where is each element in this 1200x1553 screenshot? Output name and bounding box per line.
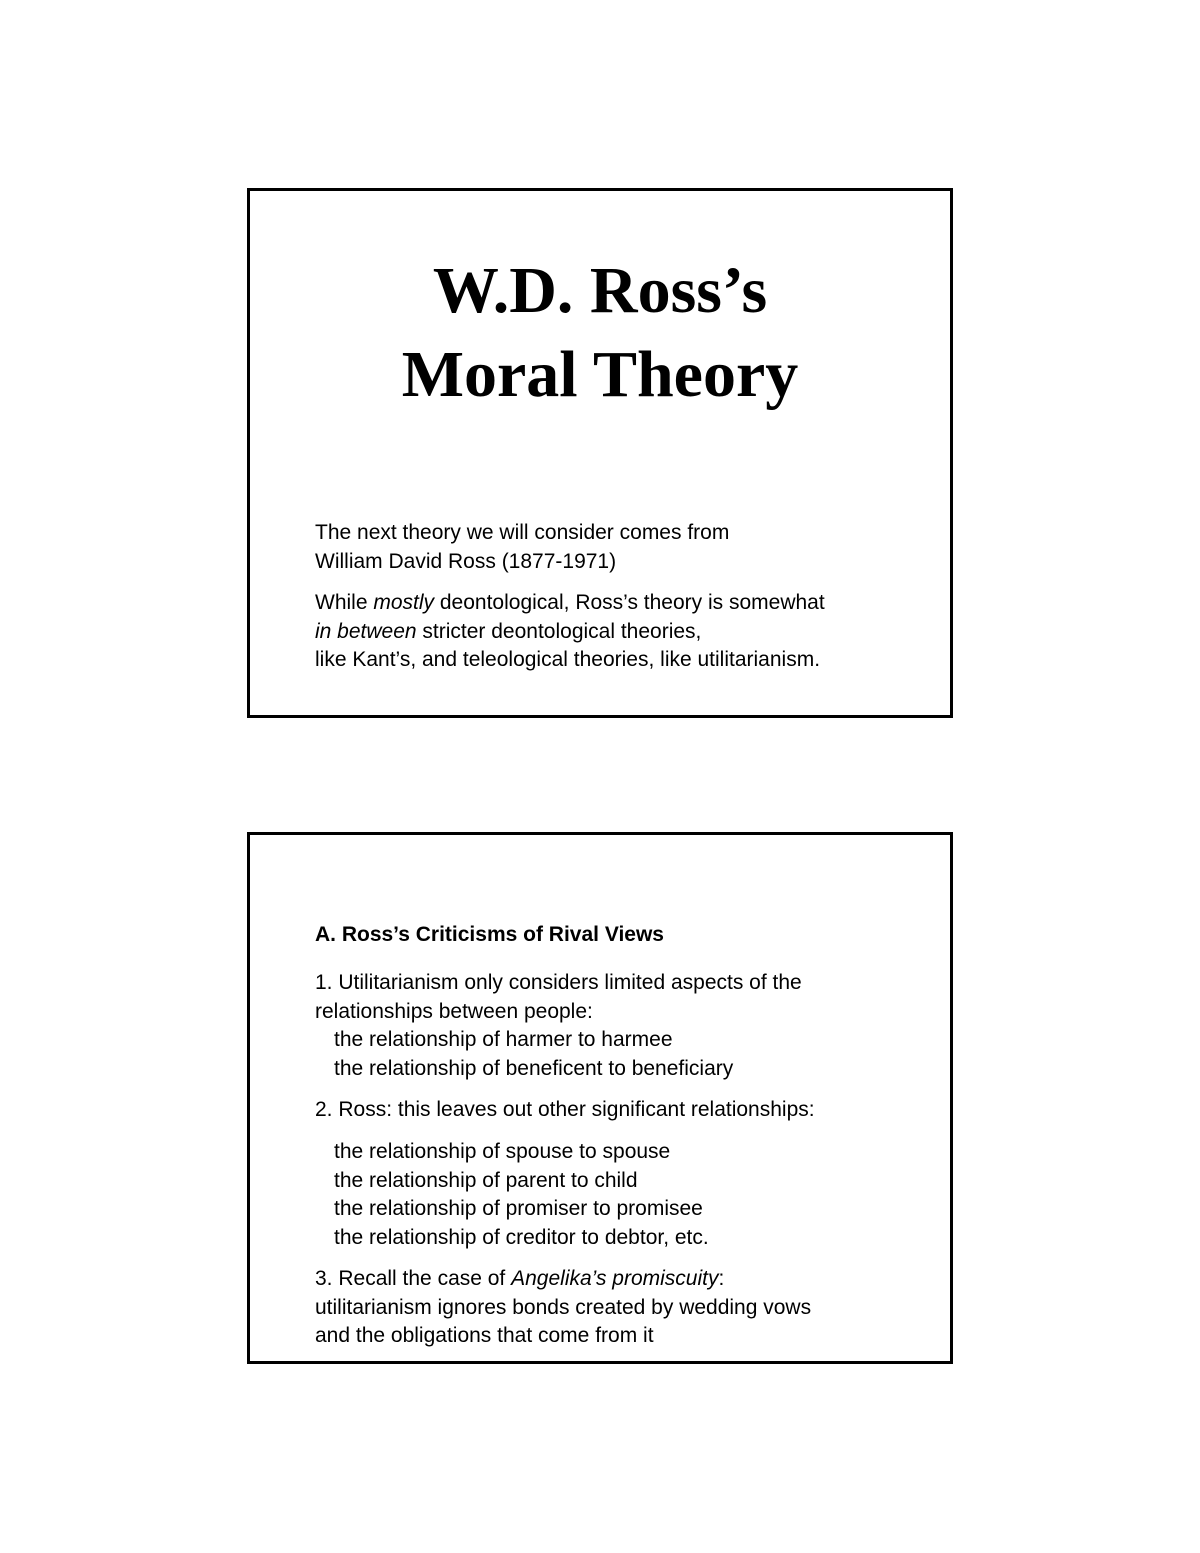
text-run: deontological, Ross’s theory is somewhat — [434, 591, 825, 614]
slide-criticisms — [247, 832, 953, 1364]
description-line-2 — [315, 618, 930, 647]
point-3-line-3: and the obligations that come from it — [315, 1324, 654, 1347]
slide-title — [247, 188, 953, 718]
emphasis-in-between: in between — [315, 619, 417, 643]
intro-line-1: The next theory we will consider comes from — [315, 521, 730, 544]
emphasis-case-name: Angelika’s promiscuity — [511, 1267, 719, 1290]
point-3-line-2: utilitarianism ignores bonds created by wedding vows — [315, 1295, 812, 1319]
slide-title-heading — [250, 249, 950, 417]
text-run: While — [315, 591, 374, 614]
point-3 — [315, 1265, 930, 1351]
list-item: the relationship of spouse to spouse — [334, 1140, 671, 1163]
list-item: the relationship of creditor to debtor, etc. — [334, 1225, 709, 1249]
title-line-1: W.D. Ross’s — [432, 254, 768, 327]
text-run: : — [718, 1267, 725, 1290]
description-line-3: like Kant’s, and teleological theories, like utilitarianism. — [315, 648, 821, 671]
intro-line-2: William David Ross (1877-1971) — [315, 549, 617, 573]
point-1-line-1: 1. Utilitarianism only considers limited aspects of the — [315, 971, 802, 994]
emphasis-mostly: mostly — [373, 591, 435, 614]
section-heading: A. Ross’s Criticisms of Rival Views — [315, 923, 664, 946]
point-3-line-1 — [315, 1265, 930, 1294]
title-line-2: Moral Theory — [401, 338, 799, 411]
description-line-1 — [315, 589, 930, 618]
text-run: 3. Recall the case of — [315, 1267, 512, 1290]
point-2-list — [315, 1138, 930, 1252]
point-2: 2. Ross: this leaves out other significant relationships: — [315, 1098, 815, 1121]
list-item: the relationship of parent to child — [334, 1168, 638, 1192]
list-item: the relationship of harmer to harmee — [334, 1028, 673, 1051]
list-item: the relationship of promiser to promisee — [334, 1197, 703, 1220]
point-1-line-2: relationships between people: — [315, 999, 593, 1023]
text-run: stricter deontological theories, — [416, 619, 702, 643]
list-item: the relationship of beneficent to beneficiary — [334, 1056, 734, 1080]
intro-paragraph — [315, 519, 930, 576]
description-paragraph — [315, 589, 930, 675]
point-1 — [315, 969, 930, 1083]
